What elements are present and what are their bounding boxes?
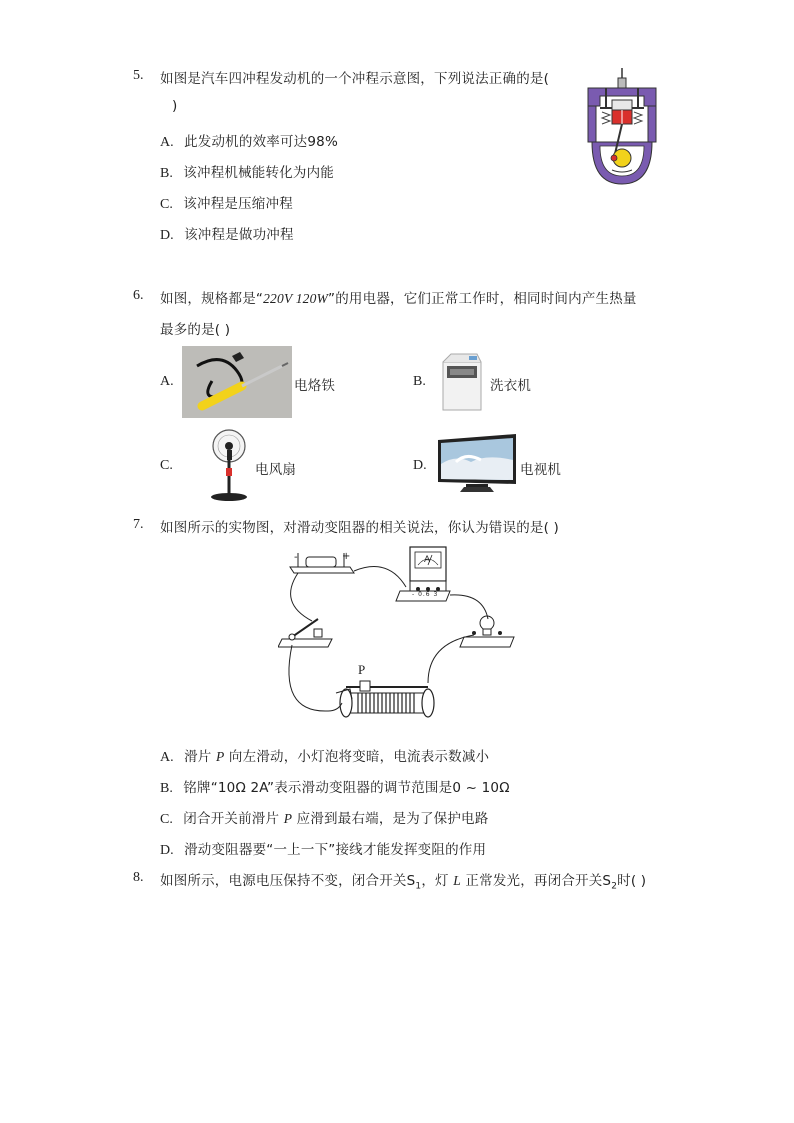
washing-machine-icon — [437, 352, 487, 412]
option-letter: A. — [160, 135, 174, 150]
option-text: 滑动变阻器要“一上一下”接线才能发挥变阻的作用 — [184, 842, 487, 858]
q8-lamp-var: L — [453, 873, 461, 888]
option-text-b: 向左滑动，小灯泡将变暗，电流表示数减小 — [224, 749, 490, 765]
circuit-diagram — [278, 543, 518, 733]
option-text-a: 滑片 — [184, 749, 216, 765]
q8-stem-part4: 时( ) — [617, 873, 647, 889]
q6-option-b-label: 洗衣机 — [490, 378, 532, 394]
option-var: P — [215, 749, 225, 764]
q7-number: 7. — [133, 517, 144, 532]
q8-stem-part3: 正常发光，再闭合开关S — [460, 873, 612, 889]
q7-stem: 如图所示的实物图，对滑动变阻器的相关说法，你认为错误的是( ) — [160, 520, 560, 536]
q8-sub1: 1 — [415, 881, 422, 892]
option-text: 该冲程机械能转化为内能 — [183, 165, 334, 181]
option-letter: D. — [160, 228, 174, 243]
q6-option-a[interactable] — [160, 373, 174, 390]
battery-minus-label: - — [294, 552, 298, 563]
option-letter: D. — [413, 458, 427, 473]
q8-stem-part2: ，灯 — [421, 873, 454, 889]
q6-stem-line2: 最多的是( ) — [160, 322, 231, 338]
q5-option-a[interactable] — [160, 130, 338, 151]
q6-stem — [160, 287, 637, 307]
rheostat-icon — [336, 681, 434, 717]
option-text-a: 闭合开关前滑片 — [183, 811, 284, 827]
q6-stem-part1: 如图，规格都是“ — [160, 291, 264, 307]
q5-option-c[interactable] — [160, 192, 293, 213]
option-text: 此发动机的效率可达98% — [184, 134, 338, 150]
option-letter: C. — [160, 458, 173, 473]
soldering-iron-icon — [182, 346, 292, 418]
option-letter: B. — [160, 781, 173, 796]
q8-stem-part1: 如图所示，电源电压保持不变，闭合开关S — [160, 873, 416, 889]
q6-option-b[interactable] — [413, 373, 426, 390]
q7-option-c[interactable] — [160, 807, 488, 828]
q8-stem — [160, 869, 646, 892]
electric-fan-icon — [207, 428, 251, 504]
q5-number: 5. — [133, 68, 144, 83]
q6-number: 6. — [133, 288, 144, 303]
q6-spec: 220V 120W — [263, 291, 329, 306]
television-icon — [436, 434, 518, 496]
option-var: P — [283, 811, 293, 826]
option-text: 该冲程是压缩冲程 — [183, 196, 293, 212]
ammeter-label: A — [424, 555, 431, 565]
option-letter: A. — [160, 750, 174, 765]
bulb-icon — [460, 616, 514, 647]
option-letter: B. — [413, 374, 426, 389]
q7-option-a[interactable] — [160, 745, 489, 766]
q8-sub2: 2 — [611, 881, 618, 892]
q5-stem-paren: ) — [172, 98, 178, 114]
battery-plus-label: + — [342, 551, 351, 562]
option-text — [184, 749, 489, 765]
q6-option-d-label: 电视机 — [520, 462, 562, 478]
switch-icon — [278, 619, 332, 647]
slider-p-label: P — [358, 662, 366, 677]
q7-option-b[interactable] — [160, 776, 510, 797]
option-text-b: 应滑到最右端，是为了保护电路 — [292, 811, 489, 827]
q8-number: 8. — [133, 870, 144, 885]
q5-stem: 如图是汽车四冲程发动机的一个冲程示意图，下列说法正确的是( — [160, 71, 550, 87]
q6-stem-part2: ”的用电器，它们正常工作时，相同时间内产生热量 — [328, 291, 637, 307]
q6-option-c-label: 电风扇 — [255, 462, 297, 478]
option-text — [183, 811, 488, 827]
option-letter: C. — [160, 812, 173, 827]
q6-option-d[interactable] — [413, 457, 427, 474]
q6-option-a-label: 电烙铁 — [294, 378, 336, 394]
option-text: 该冲程是做功冲程 — [184, 227, 294, 243]
option-text: 铭牌“10Ω 2A”表示滑动变阻器的调节范围是0 ~ 10Ω — [183, 780, 510, 796]
q7-option-d[interactable] — [160, 838, 486, 859]
option-letter: B. — [160, 166, 173, 181]
option-letter: D. — [160, 843, 174, 858]
q5-option-b[interactable] — [160, 161, 334, 182]
option-letter: A. — [160, 374, 174, 389]
option-letter: C. — [160, 197, 173, 212]
engine-stroke-diagram — [584, 66, 660, 188]
ammeter-terminals-label: - 0.6 3 — [412, 591, 439, 598]
q6-option-c[interactable] — [160, 457, 173, 474]
q5-option-d[interactable] — [160, 223, 294, 244]
